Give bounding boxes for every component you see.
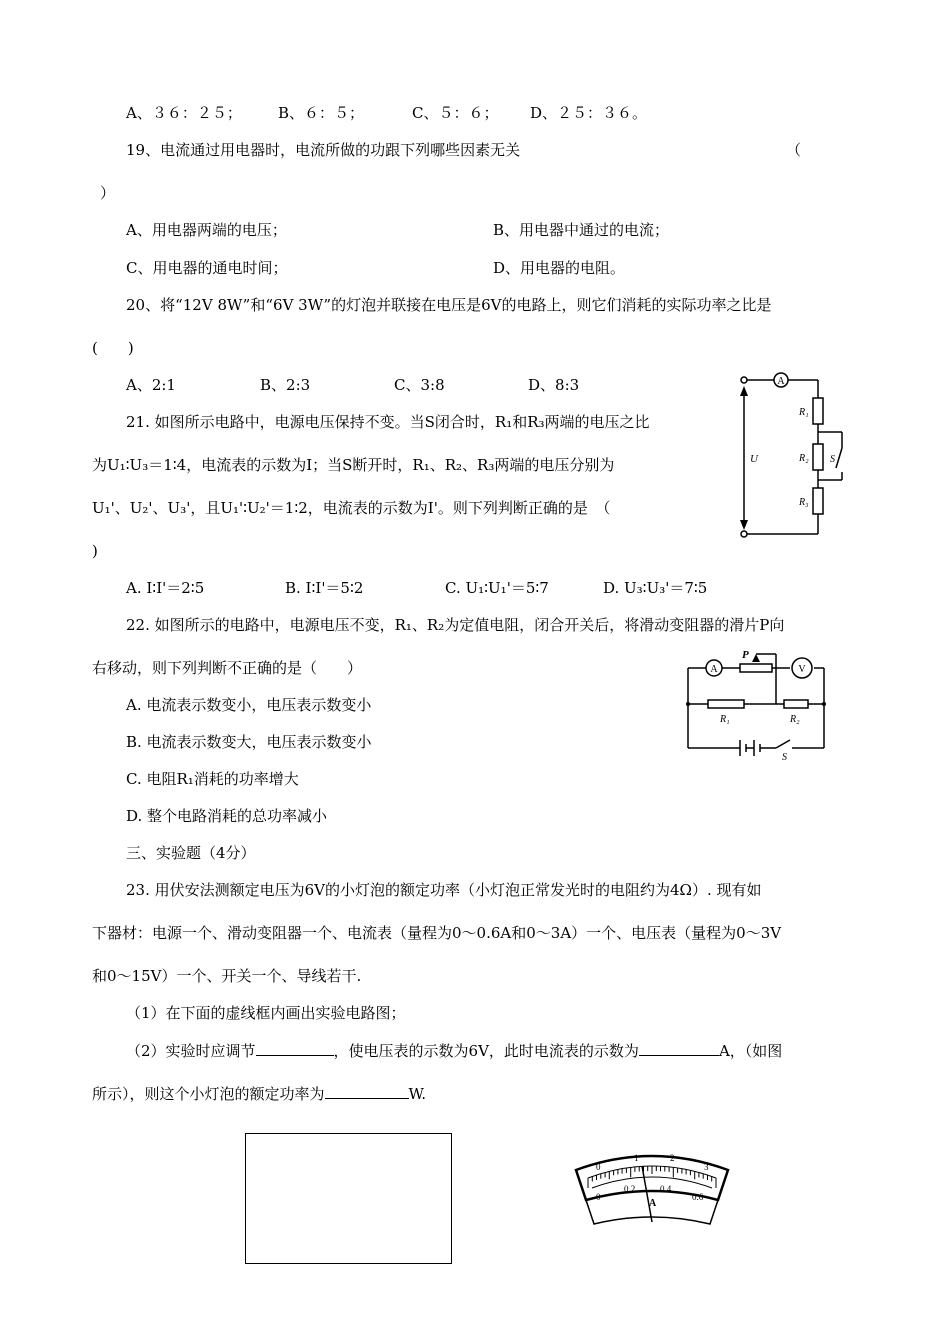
- q20-option-b: B、2:3: [260, 376, 311, 394]
- q21-line4: ): [92, 542, 98, 560]
- q21-option-d: D. U₃∶U₃'＝7∶5: [603, 579, 708, 597]
- q19-paren-close: ）: [100, 184, 116, 202]
- q21-ammeter-label: A: [777, 376, 785, 387]
- q18-option-d: D、２５：３６。: [530, 104, 648, 122]
- q22-r2-label: R₂: [790, 714, 800, 725]
- q19-option-a: A、用电器两端的电压；: [126, 221, 287, 239]
- q23-line2: 下器材：电源一个、滑动变阻器一个、电流表（量程为0～0.6A和0～3A）一个、电压表（量程为0～3V: [92, 924, 782, 942]
- q22-voltmeter-label: V: [798, 664, 806, 675]
- q21-line2: 为U₁∶U₃＝1∶4，电流表的示数为I；当S断开时，R₁、R₂、R₃两端的电压分别为: [92, 456, 615, 474]
- q23-part2-text-b: ，使电压表的示数为6V，此时电流表的示数为: [333, 1042, 639, 1060]
- q18-option-b: B、６：５；: [278, 104, 365, 122]
- q21-arrow-up-icon: [740, 386, 748, 396]
- q23-dial-unit: A: [649, 1198, 657, 1209]
- q21-r3-label: R₃: [799, 497, 809, 508]
- q23-dial-needle: [642, 1166, 652, 1222]
- q23-dial-top-1: 1: [634, 1153, 639, 1163]
- q21-arrow-down-icon: [740, 520, 748, 530]
- q20-option-a: A、2:1: [126, 376, 176, 394]
- q20-option-c: C、3:8: [394, 376, 445, 394]
- q23-line1: 23. 用伏安法测额定电压为6V的小灯泡的额定功率（小灯泡正常发光时的电阻约为4Ω）. 现有如: [126, 881, 762, 899]
- q23-dial-top-0: 0: [596, 1162, 601, 1172]
- q22-option-c: C. 电阻R₁消耗的功率增大: [126, 770, 299, 788]
- q22-slider-label: P: [742, 649, 749, 661]
- q23-dial-top-2: 2: [670, 1153, 675, 1163]
- q23-blank-current[interactable]: [639, 1041, 719, 1056]
- q22-line1: 22. 如图所示的电路中，电源电压不变，R₁、R₂为定值电阻，闭合开关后，将滑动变阻器的滑片P向: [126, 616, 785, 634]
- q22-line2: 右移动，则下列判断不正确的是（ ）: [92, 659, 363, 677]
- q23-drawing-box[interactable]: [245, 1133, 452, 1264]
- q23-dial-top-3: 3: [704, 1162, 709, 1172]
- q20-option-d: D、8:3: [528, 376, 580, 394]
- q22-ammeter-label: A: [710, 664, 718, 675]
- q23-dial-bottom-1: 0.2: [624, 1184, 636, 1194]
- q18-option-a: A、３６：２５；: [126, 104, 242, 122]
- q22-slider-arrow-icon: [752, 654, 760, 662]
- q19-stem: 19、电流通过用电器时，电流所做的功跟下列哪些因素无关: [126, 141, 521, 159]
- q23-blank-adjust[interactable]: [256, 1041, 334, 1056]
- q21-line1: 21. 如图所示电路中，电源电压保持不变。当S闭合时，R₁和R₃两端的电压之比: [126, 413, 650, 431]
- q22-r1-label: R₁: [720, 714, 730, 725]
- q19-option-d: D、用电器的电阻。: [493, 259, 626, 277]
- q21-option-a: A. I∶I'＝2∶5: [126, 579, 205, 597]
- q20-stem: 20、将“12V 8W”和“6V 3W”的灯泡并联接在电压是6V的电路上，则它们消耗的实际功率之比是: [126, 296, 772, 314]
- q23-ammeter-dial: [572, 1148, 732, 1230]
- q23-part2-text-c: A，（如图: [718, 1042, 783, 1060]
- q18-option-c: C、５：６；: [412, 104, 499, 122]
- q23-part2-text-a: （2）实验时应调节: [126, 1042, 256, 1060]
- q22-option-d: D. 整个电路消耗的总功率减小: [126, 807, 328, 825]
- q21-option-c: C. U₁∶U₁'＝5∶7: [445, 579, 549, 597]
- q20-paren: ( ): [92, 339, 134, 357]
- q23-part2-cont: [92, 1084, 426, 1104]
- q19-option-b: B、用电器中通过的电流；: [493, 221, 670, 239]
- q21-circuit-diagram: [730, 368, 850, 546]
- q22-circuit-diagram: [680, 642, 830, 760]
- q22-option-b: B. 电流表示数变大，电压表示数变小: [126, 733, 372, 751]
- q21-r2-label: R₂: [799, 453, 809, 464]
- q23-dial-bottom-2: 0.4: [660, 1184, 672, 1194]
- q21-switch-label: S: [830, 454, 835, 465]
- q23-part2: [126, 1041, 782, 1061]
- q23-dial-bottom-0: 0: [596, 1192, 601, 1202]
- q21-r1-label: R₁: [799, 407, 809, 418]
- q23-line3: 和0～15V）一个、开关一个、导线若干.: [92, 967, 362, 985]
- q23-dial-bottom-3: 0.6: [692, 1192, 704, 1202]
- q22-option-a: A. 电流表示数变小，电压表示数变小: [126, 696, 372, 714]
- q19-paren-open: （: [786, 141, 802, 159]
- section-3-title: 三、实验题（4分）: [126, 844, 256, 862]
- q21-line3: U₁'、U₂'、U₃'，且U₁'∶U₂'＝1∶2，电流表的示数为I'。则下列判断正确的是 （: [92, 499, 611, 517]
- q23-part2-text-e: W.: [408, 1085, 427, 1103]
- q22-switch-label: S: [782, 752, 787, 760]
- q23-part2-text-d: 所示），则这个小灯泡的额定功率为: [92, 1085, 325, 1103]
- q23-part1: （1）在下面的虚线框内画出实验电路图；: [126, 1004, 406, 1022]
- q21-option-b: B. I∶I'＝5∶2: [285, 579, 364, 597]
- q19-option-c: C、用电器的通电时间；: [126, 259, 288, 277]
- q21-voltage-label: U: [750, 453, 758, 465]
- q23-blank-power[interactable]: [325, 1084, 409, 1099]
